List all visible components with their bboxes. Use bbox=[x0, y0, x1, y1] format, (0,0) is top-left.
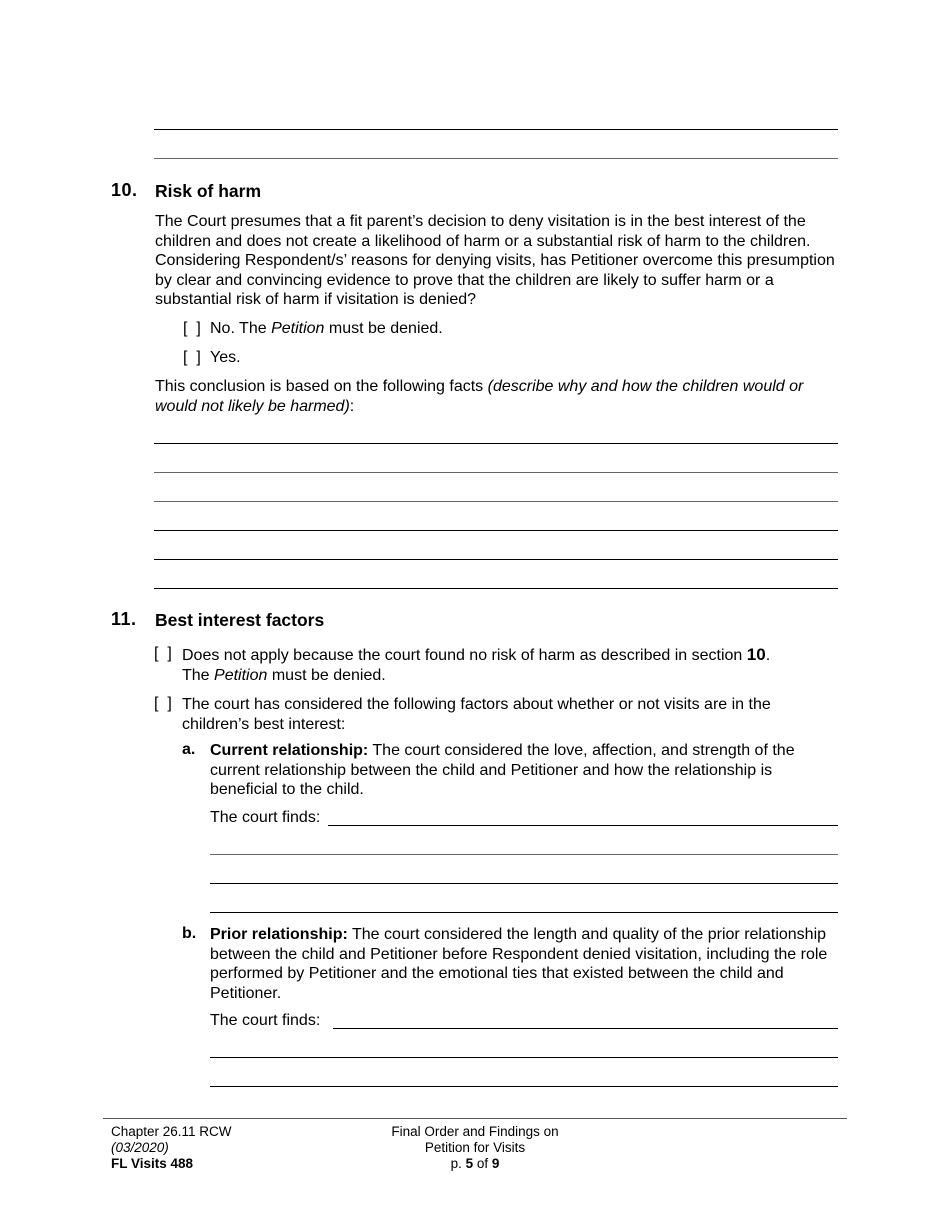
factor-a-finds-label: The court finds: bbox=[210, 809, 321, 826]
footer-center bbox=[350, 1124, 600, 1172]
option-no-text: No. The bbox=[210, 320, 272, 337]
petition-denied-italic: Petition bbox=[214, 666, 268, 684]
facts-line-2[interactable] bbox=[154, 472, 838, 473]
petition-denied-pre: The bbox=[182, 666, 215, 684]
factor-b-text bbox=[210, 925, 845, 1003]
footer-left bbox=[111, 1124, 232, 1172]
factor-a-finds-line-4[interactable] bbox=[210, 912, 838, 913]
facts-line-1[interactable] bbox=[154, 443, 838, 444]
checkbox-considered-factors[interactable]: [ ] bbox=[154, 695, 172, 712]
footer-date: (03/2020) bbox=[111, 1140, 169, 1155]
conclusion-text bbox=[155, 377, 845, 416]
factor-b-finds-label: The court finds: bbox=[210, 1012, 321, 1029]
option-no bbox=[210, 320, 443, 338]
factor-a-text bbox=[210, 741, 842, 800]
footer-title-line2: Petition for Visits bbox=[424, 1140, 526, 1155]
section-11-number: 11. bbox=[111, 609, 137, 629]
footer-page-number: 5 bbox=[465, 1156, 474, 1171]
checkbox-does-not-apply[interactable]: [ ] bbox=[154, 645, 172, 662]
option-does-not-apply bbox=[182, 645, 842, 685]
facts-line-6[interactable] bbox=[154, 588, 838, 589]
does-not-apply-text: Does not apply because the court found no risk of harm as described in section bbox=[182, 647, 747, 664]
option-no-petition: Petition bbox=[271, 320, 325, 337]
conclusion-colon: : bbox=[349, 397, 355, 415]
blank-line-top-2[interactable] bbox=[154, 158, 838, 159]
footer-page bbox=[350, 1156, 600, 1172]
section-10-title: Risk of harm bbox=[155, 181, 261, 201]
footer-divider bbox=[103, 1118, 847, 1119]
factor-b-title: Prior relationship: bbox=[210, 926, 348, 943]
factor-b-body: The court considered the length and quality of the prior relationship between the child and Petitioner before Respondent denied visitation, including the role performed by Petitioner and the emotional ties that existed between the child and Petitioner. bbox=[210, 926, 828, 1002]
footer-page-total: 9 bbox=[491, 1156, 500, 1171]
factor-b-finds-line-2[interactable] bbox=[210, 1057, 838, 1058]
section-10-number: 10. bbox=[111, 180, 138, 200]
petition-denied-post: must be denied. bbox=[267, 666, 386, 684]
section-10-body: The Court presumes that a fit parent’s decision to deny visitation is in the best interest of the children and does not create a likelihood of harm or a substantial risk of harm to the children. Considering Respondent/s’ reasons for denying visits, has Petitioner overcome this presumption by clear and convincing evidence to prove that the children are likely to suffer harm or a substantial risk of harm if visitation is denied? bbox=[155, 213, 835, 308]
factor-a-letter: a. bbox=[182, 741, 196, 758]
factor-a-body: The court considered the love, affection, and strength of the current relationship between the child and Petitioner and how the relationship is beneficial to the child. bbox=[210, 742, 795, 798]
section-11-title: Best interest factors bbox=[155, 610, 325, 630]
footer-statute: Chapter 26.11 RCW bbox=[111, 1124, 232, 1139]
checkbox-yes[interactable]: [ ] bbox=[183, 349, 201, 366]
factor-b-finds-line-1[interactable] bbox=[333, 1028, 838, 1029]
footer-title-line1: Final Order and Findings on bbox=[391, 1124, 559, 1139]
section-ref: 10 bbox=[746, 645, 766, 664]
facts-line-5[interactable] bbox=[154, 559, 838, 560]
conclusion-pre: This conclusion is based on the following facts bbox=[155, 378, 488, 395]
factor-b-finds-line-3[interactable] bbox=[210, 1086, 838, 1087]
option-considered-factors: The court has considered the following factors about whether or not visits are in the children’s best interest: bbox=[182, 696, 771, 733]
factor-a-finds-line-3[interactable] bbox=[210, 883, 838, 884]
factor-a-title: Current relationship: bbox=[210, 742, 369, 759]
footer-page-mid: of bbox=[473, 1156, 492, 1171]
checkbox-no[interactable]: [ ] bbox=[183, 320, 201, 337]
facts-line-3[interactable] bbox=[154, 501, 838, 502]
footer-form-id: FL Visits 488 bbox=[111, 1156, 194, 1171]
facts-line-4[interactable] bbox=[154, 530, 838, 531]
blank-line-top-1[interactable] bbox=[154, 129, 838, 130]
factor-a-finds-line-2[interactable] bbox=[210, 854, 838, 855]
conclusion-instructions: (describe why and how the children would or would not likely be harmed) bbox=[155, 378, 804, 415]
factor-a-finds-line-1[interactable] bbox=[328, 825, 838, 826]
option-yes: Yes. bbox=[210, 349, 241, 366]
factor-b-letter: b. bbox=[182, 925, 197, 942]
option-no-text-end: must be denied. bbox=[324, 320, 443, 337]
does-not-apply-period: . bbox=[765, 647, 771, 664]
footer-page-pre: p. bbox=[450, 1156, 466, 1171]
